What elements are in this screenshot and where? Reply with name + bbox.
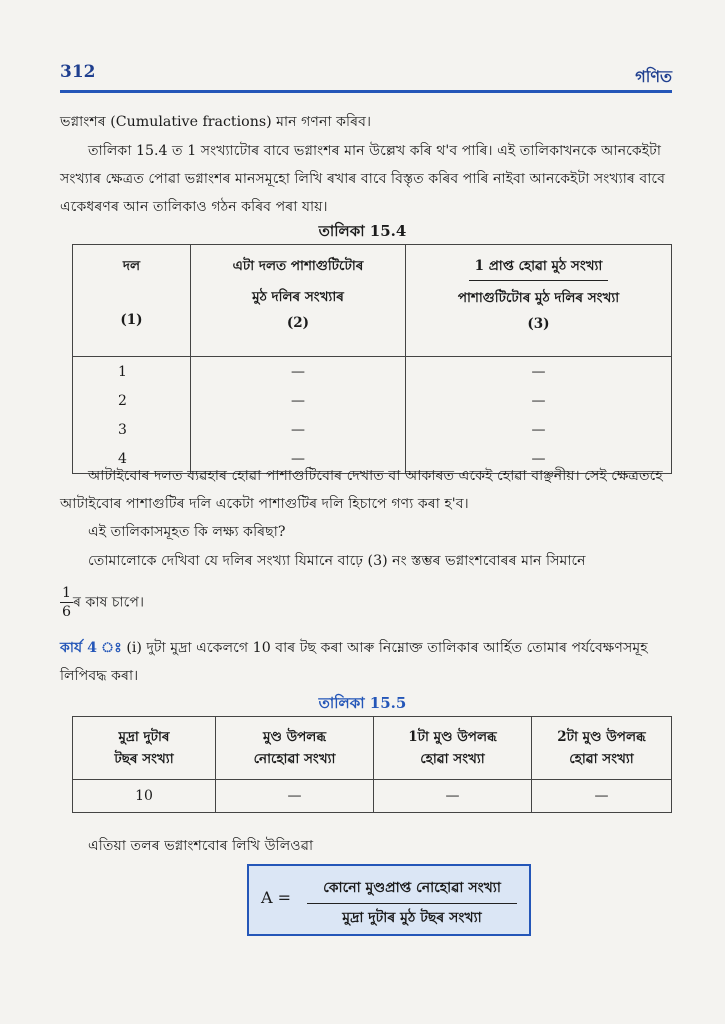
col3-fraction: [458, 255, 619, 310]
paragraph-5: তোমালোকে দেখিবা যে দলিৰ সংখ্যা যিমানে বাঢ়ে (3) নং স্তম্ভৰ ভগ্নাংশবোৰৰ মান সিমানে: [88, 553, 586, 569]
col2-header: [191, 245, 406, 357]
formula-denominator: মুদ্ৰা দুটাৰ মুঠ টছৰ সংখ্যা: [342, 910, 482, 926]
table-15-5: [72, 716, 672, 813]
header-line: টছৰ সংখ্যা: [114, 751, 174, 767]
col3-numerator: 1 প্ৰাপ্ত হোৱা মুঠ সংখ্যা: [469, 255, 609, 281]
table-15-4: [72, 244, 672, 474]
one-head-header: [374, 717, 532, 780]
paragraph-6: এতিয়া তলৰ ভগ্নাংশবোৰ লিখি উলিওৱা: [88, 838, 314, 854]
formula-numerator: কোনো মুণ্ডপ্ৰাপ্ত নোহোৱা সংখ্যা: [307, 876, 517, 904]
col2-title-line2: মুঠ দলিৰ সংখ্যাৰ: [252, 289, 344, 305]
tosses-cell: 10: [73, 780, 216, 813]
no-head-cell: —: [216, 780, 374, 813]
paragraph-3: আটাইবোৰ দলত ব্যৱহাৰ হোৱা পাশাগুটিবোৰ দেখাত বা আকাৰত একেই হোৱা বাঞ্ছনীয়। সেই ক্ষেত্ৰতহে আটাইবোৰ পাশাগুটিৰ দলি একেটা পাশাগুটিৰ দলি হিচাপে গণ্য কৰা হ'ব।: [60, 468, 663, 512]
col2-number: (2): [286, 315, 310, 331]
header-line: হোৱা সংখ্যা: [420, 751, 485, 767]
one-sixth-fraction: [60, 584, 73, 621]
count-cell: —: [191, 386, 406, 415]
col3-header: [406, 245, 672, 357]
paragraph-4: এই তালিকাসমূহত কি লক্ষ্য কৰিছা?: [88, 524, 286, 540]
task-4: [60, 634, 672, 690]
col1-title: দল: [122, 258, 141, 274]
fraction-numerator: 1: [62, 585, 72, 601]
table-row: [73, 415, 672, 444]
no-head-header: [216, 717, 374, 780]
count-cell: —: [191, 444, 406, 474]
fraction-denominator: 6: [62, 604, 72, 620]
col1-header: [73, 245, 191, 357]
group-cell: 4: [73, 444, 191, 474]
page-number: 312: [60, 62, 96, 82]
group-cell: 1: [73, 357, 191, 387]
table-row: [73, 386, 672, 415]
count-cell: —: [191, 357, 406, 387]
paragraph-2: তালিকা 15.4 ত 1 সংখ্যাটোৰ বাবে ভগ্নাংশৰ মান উল্লেখ কৰি থ'ব পাৰি। এই তালিকাখনকে আনকেইটা সংখ্যাৰ ক্ষেত্ৰত পোৱা ভগ্নাংশৰ মানসমূহো লিখি ৰখাৰ বাবে বিস্তৃত কৰিব পাৰি নাইবা আনকেইটা সংখ্যাৰ বাবে একেধৰণৰ আন তালিকাও গঠন কৰিব পৰা যায়।: [60, 143, 666, 215]
fraction-cell: —: [406, 415, 672, 444]
fraction-cell: —: [406, 386, 672, 415]
group-cell: 2: [73, 386, 191, 415]
header-line: নোহোৱা সংখ্যা: [253, 751, 336, 767]
table-row: [73, 357, 672, 387]
header-rule: [60, 90, 672, 93]
two-head-header: [532, 717, 672, 780]
paragraph-1: ভগ্নাংশৰ (Cumulative fractions) মান গণনা কৰিব।: [60, 114, 372, 130]
two-head-cell: —: [532, 780, 672, 813]
col2-title-line1: এটা দলত পাশাগুটিটোৰ: [232, 258, 364, 274]
header-line: 1টা মুণ্ড উপলব্ধ: [408, 729, 497, 745]
subject-title: গণিত: [635, 67, 672, 86]
header-line: 2টা মুণ্ড উপলব্ধ: [557, 729, 646, 745]
table-header-row: [73, 717, 672, 780]
paragraph-5-tail: [60, 584, 672, 621]
header-line: হোৱা সংখ্যা: [569, 751, 634, 767]
fraction-cell: —: [406, 444, 672, 474]
table-15-4-caption: তালিকা 15.4: [318, 222, 407, 240]
col1-number: (1): [120, 312, 143, 328]
table-row: [73, 780, 672, 813]
col3-denominator: পাশাগুটিটোৰ মুঠ দলিৰ সংখ্যা: [457, 290, 620, 306]
tosses-header: [73, 717, 216, 780]
one-head-cell: —: [374, 780, 532, 813]
count-cell: —: [191, 415, 406, 444]
task-text: (i) দুটা মুদ্ৰা একেলগে 10 বাৰ টছ কৰা আৰু নিম্নোক্ত তালিকাৰ আৰ্হিত তোমাৰ পৰ্যবেক্ষণসমূহ লিপিবদ্ধ কৰা।: [60, 640, 648, 684]
header-line: মুদ্ৰা দুটাৰ: [118, 729, 170, 745]
table-header-row: [73, 245, 672, 357]
page-header: [60, 62, 672, 90]
header-line: মুণ্ড উপলব্ধ: [262, 729, 327, 745]
group-cell: 3: [73, 415, 191, 444]
paragraph-5-end: ৰ কাষ চাপে।: [73, 594, 145, 611]
task-label: কাৰ্য 4 ঃ: [60, 640, 122, 656]
formula-lhs: A =: [261, 888, 292, 907]
table-15-5-caption: তালিকা 15.5: [318, 694, 407, 712]
fraction-cell: —: [406, 357, 672, 387]
formula-box: [247, 864, 531, 936]
col3-number: (3): [527, 316, 550, 332]
